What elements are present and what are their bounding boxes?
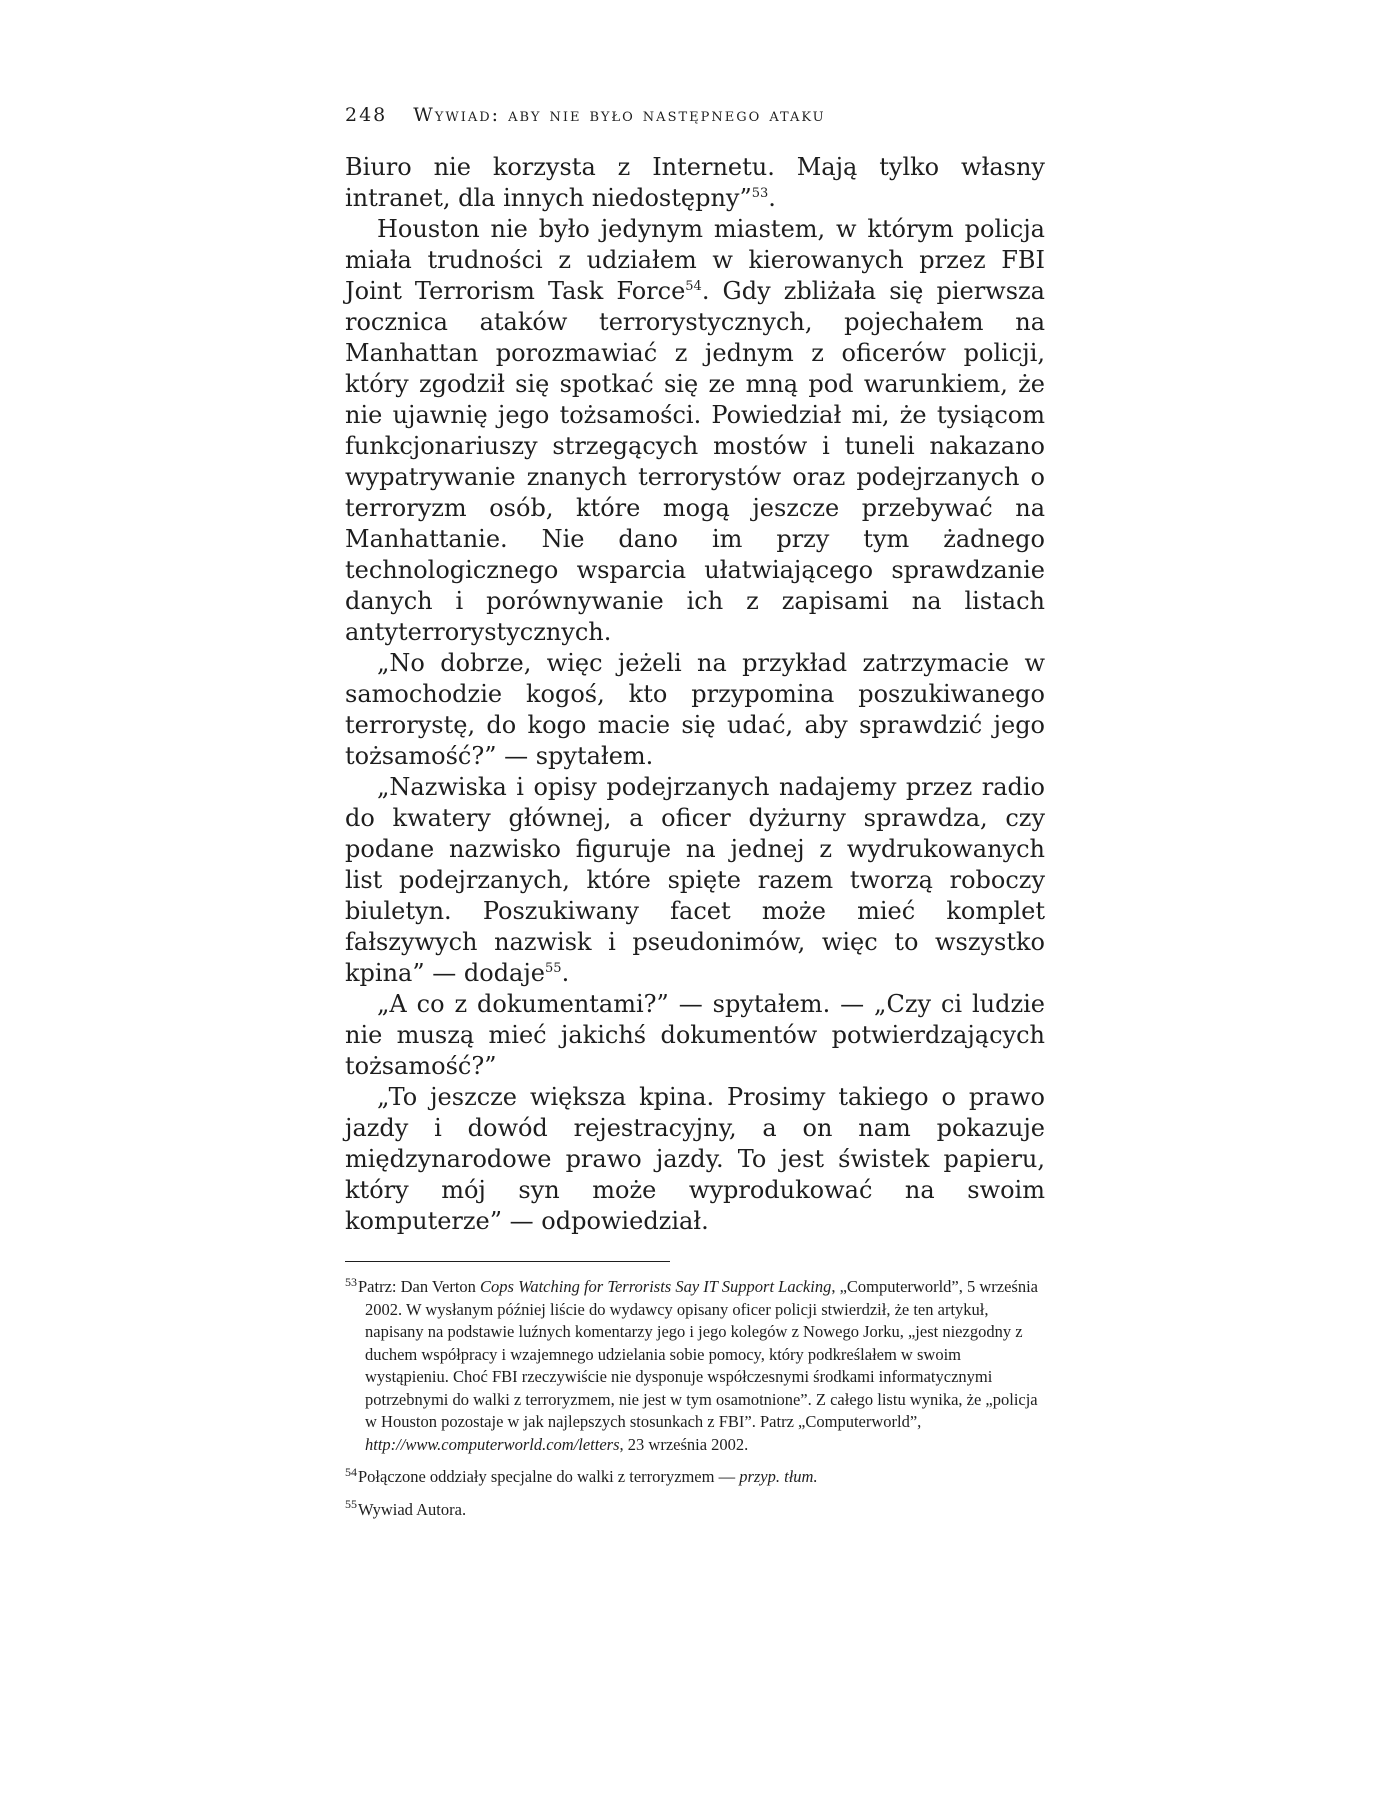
paragraph-text: „A co z dokumentami?” — spytałem. — „Czy ci ludzie nie muszą mieć jakichś dokumentów potwierdzających tożsamość?” [345, 990, 1045, 1080]
paragraph-text: „To jeszcze większa kpina. Prosimy takiego o prawo jazdy i dowód rejestracyjny, a on nam pokazuje międzynarodowe prawo jazdy. To jest świstek papieru, który mój syn może wyprodukować na swoim komputerze” — odpowiedział. [345, 1083, 1045, 1235]
paragraph [345, 152, 1045, 214]
running-head [345, 100, 1045, 130]
footnote-ref-53: 53 [751, 186, 769, 201]
paragraph-text: „No dobrze, więc jeżeli na przykład zatrzymacie w samochodzie kogoś, kto przypomina poszukiwanego terrorystę, do kogo macie się udać, aby sprawdzić jego tożsamość?” — spytałem. [345, 649, 1045, 770]
footnote-article-title: Cops Watching for Terrorists Say IT Support Lacking [480, 1277, 832, 1296]
footnote-ref-54: 54 [685, 279, 702, 294]
paragraph [345, 214, 1045, 648]
footnote-54 [345, 1466, 1045, 1489]
paragraph [345, 772, 1045, 989]
paragraph-text-end: . [768, 184, 776, 212]
footnote-text: Połączone oddziały specjalne do walki z terroryzmem — [358, 1467, 740, 1486]
paragraph [345, 648, 1045, 772]
footnote-text: Patrz: Dan Verton [358, 1277, 481, 1296]
footnote-divider [345, 1261, 670, 1262]
footnote-number: 55 [345, 1497, 357, 1511]
paragraph-text-end: . [561, 959, 570, 987]
footnote-55 [345, 1499, 1045, 1522]
running-title: Wywiad: aby nie było następnego ataku [413, 104, 826, 126]
paragraph-text: Biuro nie korzysta z Internetu. Mają tylko własny intranet, dla innych niedostępny” [345, 153, 1045, 212]
footnote-53 [345, 1276, 1045, 1456]
body-text [345, 152, 1045, 1237]
paragraph-text: Houston nie było jedynym miastem, w którym policja miała trudności z udziałem w kierowanych przez FBI Joint Terrorism Task Force [345, 215, 1045, 305]
paragraph [345, 1082, 1045, 1237]
paragraph [345, 989, 1045, 1082]
footnote-text: , „Computerworld”, 5 września 2002. W wysłanym później liście do wydawcy opisany oficer policji stwierdził, że ten artykuł, napisany na podstawie luźnych komentarzy jego i jego kolegów z Nowego Jorku, „jest niezgodny z duchem współpracy i wzajemnego udzielania sobie pomocy, który podkreślałem w swoim wystąpieniu. Choć FBI rzeczywiście nie dysponuje współczesnymi środkami informatycznymi potrzebnymi do walki z terroryzmem, nie jest w tym osamotnione”. Z całego listu wynika, że „policja w Houston pozostaje w jak najlepszych stosunkach z FBI”. Patrz „Computerworld”, [365, 1277, 1038, 1431]
book-page [345, 100, 1045, 1531]
paragraph-text-end: . Gdy zbliżała się pierwsza rocznica ataków terrorystycznych, pojechałem na Manhattan porozmawiać z jednym z oficerów policji, który zgodził się spotkać się ze mną pod warunkiem, że nie ujawnię jego tożsamości. Powiedział mi, że tysiącom funkcjonariuszy strzegących mostów i tuneli nakazano wypatrywanie znanych terrorystów oraz podejrzanych o terroryzm osób, które mogą jeszcze przebywać na Manhattanie. Nie dano im przy tym żadnego technologicznego wsparcia ułatwiającego sprawdzanie danych i porównywanie ich z zapisami na listach antyterrorystycznych. [345, 277, 1045, 646]
page-number: 248 [345, 104, 388, 126]
footnote-text: , 23 września 2002. [619, 1434, 749, 1454]
footnote-url: http://www.computerworld.com/letters [365, 1434, 620, 1454]
footnote-number: 54 [345, 1464, 357, 1479]
footnotes [345, 1276, 1045, 1521]
footnote-ref-55: 55 [545, 961, 562, 976]
paragraph-text: „Nazwiska i opisy podejrzanych nadajemy przez radio do kwatery głównej, a oficer dyżurny sprawdza, czy podane nazwisko figuruje na jednej z wydrukowanych list podejrzanych, które spięte razem tworzą roboczy biuletyn. Poszukiwany facet może mieć komplet fałszywych nazwisk i pseudonimów, więc to wszystko kpina” — dodaje [345, 773, 1045, 987]
footnote-number: 53 [345, 1274, 357, 1289]
footnote-translator-note: przyp. tłum. [739, 1467, 818, 1486]
footnote-text: Wywiad Autora. [358, 1499, 467, 1519]
